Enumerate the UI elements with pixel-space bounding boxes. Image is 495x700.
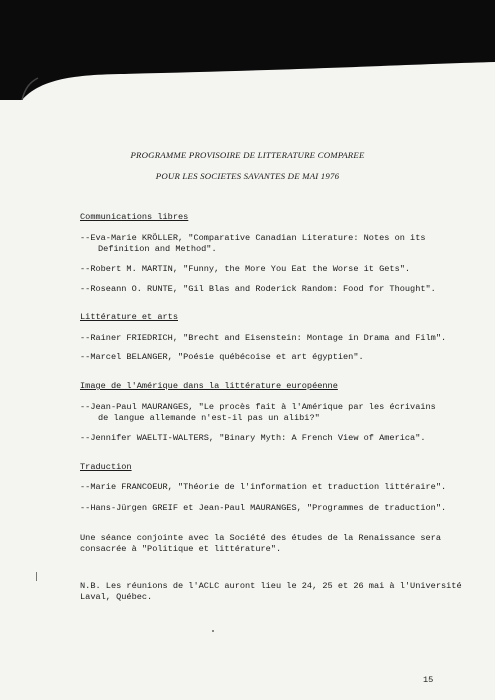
communication-entry — [80, 433, 426, 444]
entry-line: Definition and Method". — [98, 244, 217, 254]
scan-speck — [212, 630, 214, 632]
communication-entry — [80, 233, 426, 255]
section-heading-traduction: Traduction — [80, 462, 132, 472]
communication-entry — [80, 503, 446, 514]
paragraph-line: consacrée à "Politique et littérature". — [80, 544, 282, 554]
document-title-line-2: POUR LES SOCIETES SAVANTES DE MAI 1976 — [155, 171, 340, 181]
entry-line: --Eva-Marie KRÖLLER, "Comparative Canadian Literature: Notes on its — [80, 233, 426, 243]
communication-entry — [80, 333, 446, 344]
entry-line: --Marcel BELANGER, "Poésie québécoise et art égyptien". — [80, 352, 364, 362]
communication-entry — [80, 284, 436, 295]
entry-line: --Jennifer WAELTI-WALTERS, "Binary Myth: A French View of America". — [80, 433, 426, 443]
section-heading-communications: Communications libres — [80, 212, 189, 222]
entry-line: --Roseann O. RUNTE, "Gil Blas and Roderick Random: Food for Thought". — [80, 284, 436, 294]
entry-line: --Rainer FRIEDRICH, "Brecht and Eisenstein: Montage in Drama and Film". — [80, 333, 447, 343]
note-paragraph — [80, 581, 462, 603]
entry-line: --Robert M. MARTIN, "Funny, the More You Eat the Worse it Gets". — [80, 264, 411, 274]
scan-speck — [36, 572, 37, 581]
paragraph-line: Une séance conjointe avec la Société des études de la Renaissance sera — [80, 533, 441, 543]
joint-session-paragraph — [80, 533, 441, 555]
communication-entry — [80, 482, 446, 493]
section-heading-litterature-arts: Littérature et arts — [80, 312, 178, 322]
communication-entry — [80, 352, 364, 363]
entry-line: --Jean-Paul MAURANGES, "Le procès fait à l'Amérique par les écrivains — [80, 402, 436, 412]
entry-line: --Hans-Jürgen GREIF et Jean-Paul MAURANGES, "Programmes de traduction". — [80, 503, 447, 513]
communication-entry — [80, 264, 410, 275]
document-title-line-1: PROGRAMME PROVISOIRE DE LITTERATURE COMPAREE — [130, 150, 365, 160]
entry-line: de langue allemande n'est-il pas un alibi?" — [98, 413, 320, 423]
entry-line: --Marie FRANCOEUR, "Théorie de l'information et traduction littéraire". — [80, 482, 447, 492]
communication-entry — [80, 402, 436, 424]
paragraph-line: Laval, Québec. — [80, 592, 153, 602]
paragraph-line: N.B. Les réunions de l'ACLC auront lieu le 24, 25 et 26 mai à l'Université — [80, 581, 462, 591]
page-number: 15 — [423, 675, 434, 685]
section-heading-image-amerique: Image de l'Amérique dans la littérature européenne — [80, 381, 338, 391]
